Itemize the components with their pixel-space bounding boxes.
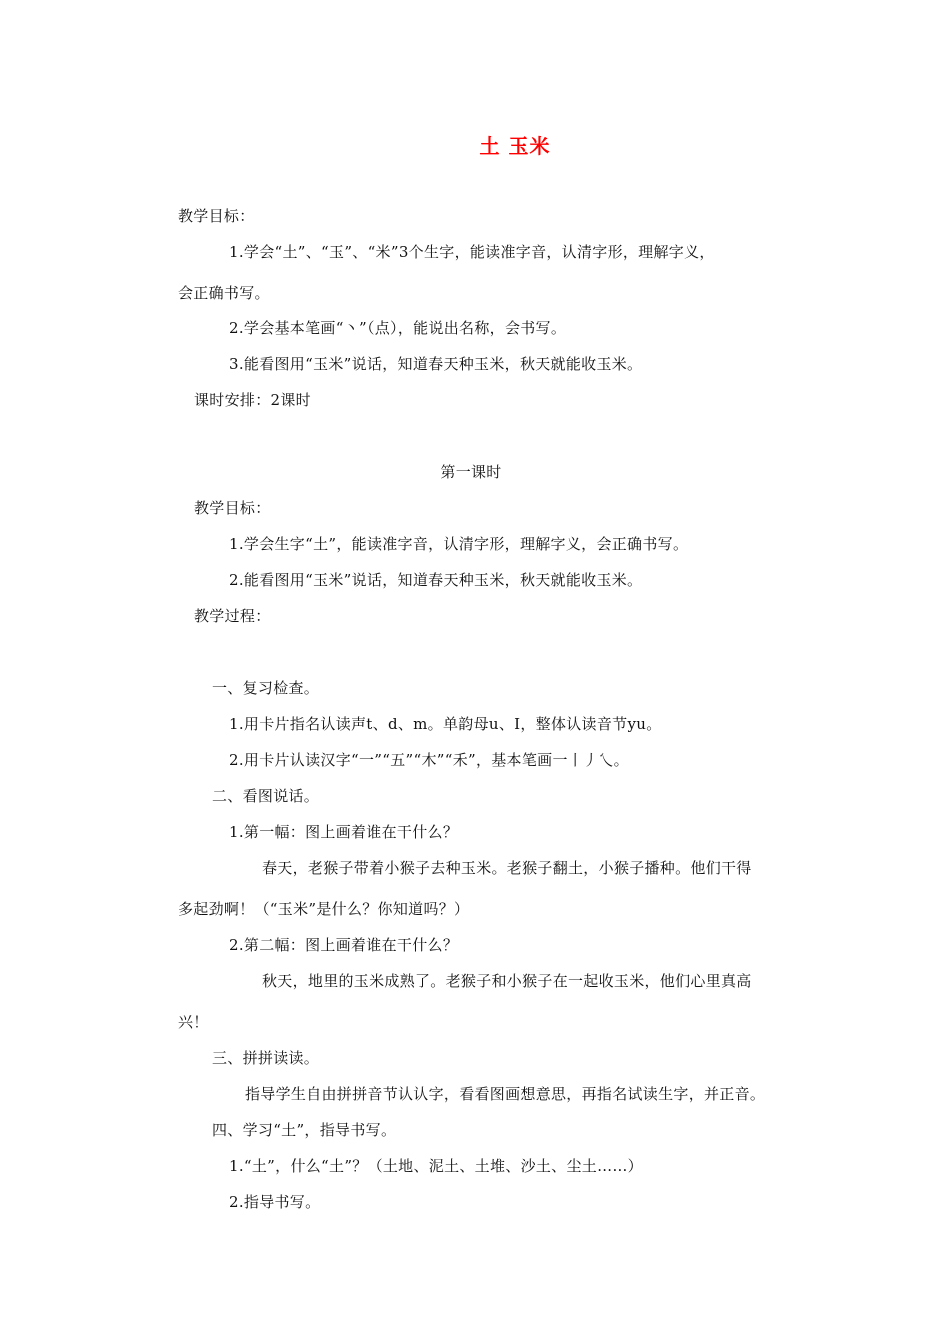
lesson1-goal-2: 2.能看图用“玉米”说话，知道春天种玉米，秋天就能收玉米。 (229, 571, 643, 589)
picture-1-question: 1.第一幅：图上画着谁在干什么？ (229, 823, 459, 841)
section-spelling-text: 指导学生自由拼拼音节认认字，看看图画想意思，再指名试读生字，并正音。 (245, 1085, 766, 1103)
lesson1-heading: 第一课时 (440, 463, 502, 481)
section-picture-talk: 二、看图说话。 (212, 787, 320, 805)
goal-1-line-2: 会正确书写。 (178, 284, 270, 302)
picture-2-text-line-1: 秋天，地里的玉米成熟了。老猴子和小猴子在一起收玉米，他们心里真高 (262, 972, 752, 990)
lesson1-goals-heading: 教学目标： (194, 499, 271, 517)
process-heading: 教学过程： (194, 607, 271, 625)
goal-2: 2.学会基本笔画“丶”（点），能说出名称，会书写。 (229, 319, 567, 337)
section-review-item-2: 2.用卡片认读汉字“一”“五”“木”“禾”，基本笔画一丨丿乀。 (229, 751, 629, 769)
picture-1-text-line-1: 春天，老猴子带着小猴子去种玉米。老猴子翻土，小猴子播种。他们干得 (262, 859, 752, 877)
lesson1-goal-1: 1.学会生字“土”，能读准字音，认清字形，理解字义，会正确书写。 (229, 535, 689, 553)
section-review-item-1: 1.用卡片指名认读声t、d、m。单韵母u、I，整体认读音节yu。 (229, 715, 662, 733)
picture-2-text-line-2: 兴！ (178, 1013, 209, 1031)
goals-heading: 教学目标： (178, 207, 255, 225)
goal-1-line-1: 1.学会“土”、“玉”、“米”3个生字，能读准字音，认清字形，理解字义， (229, 243, 715, 261)
picture-2-question: 2.第二幅：图上画着谁在干什么？ (229, 936, 459, 954)
section-learn-tu-item-2: 2.指导书写。 (229, 1193, 321, 1211)
section-learn-tu-item-1: 1.“土”，什么“土”？（土地、泥土、土堆、沙土、尘土……） (229, 1157, 643, 1175)
schedule: 课时安排：2课时 (194, 391, 311, 409)
picture-1-text-line-2: 多起劲啊！（“玉米”是什么？你知道吗？） (178, 900, 470, 918)
document-title: 土 玉米 (479, 134, 551, 158)
section-review: 一、复习检查。 (212, 679, 320, 697)
section-spelling: 三、拼拼读读。 (212, 1049, 320, 1067)
section-learn-tu: 四、学习“土”，指导书写。 (212, 1121, 397, 1139)
goal-3: 3.能看图用“玉米”说话，知道春天种玉米，秋天就能收玉米。 (229, 355, 643, 373)
